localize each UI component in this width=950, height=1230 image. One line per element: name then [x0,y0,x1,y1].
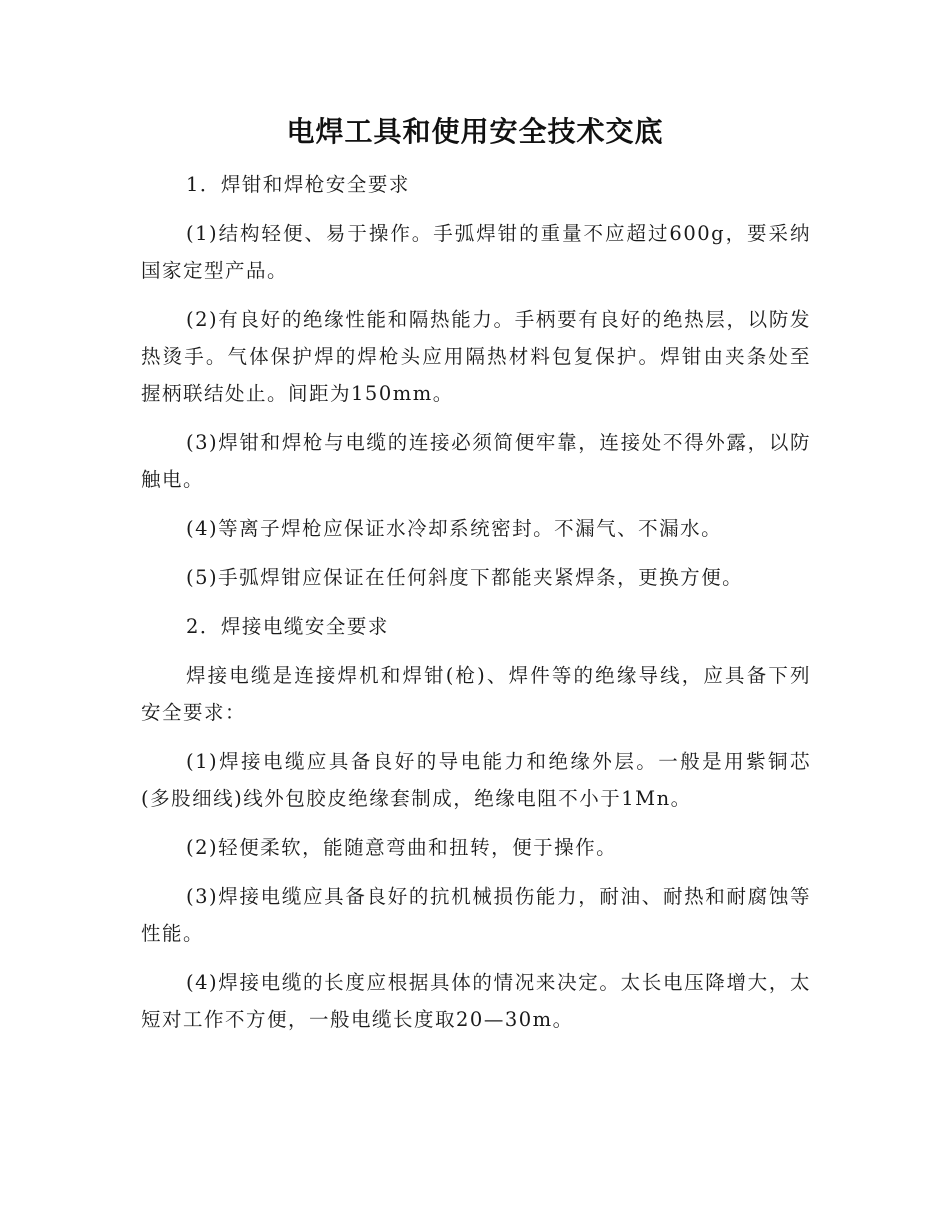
paragraph: (2)有良好的绝缘性能和隔热能力。手柄要有良好的绝热层，以防发热烫手。气体保护焊的焊枪头应用隔热材料包复保护。焊钳由夹条处至握柄联结处止。间距为150mm。 [141,308,811,405]
paragraph: (1)焊接电缆应具备良好的导电能力和绝缘外层。一般是用紫铜芯(多股细线)线外包胶皮绝缘套制成，绝缘电阻不小于1Mn。 [141,750,811,810]
document-title: 电焊工具和使用安全技术交底 [286,115,664,148]
section-heading-1: 1．焊钳和焊枪安全要求 [186,173,410,196]
paragraph: (5)手弧焊钳应保证在任何斜度下都能夹紧焊条，更换方便。 [186,566,744,589]
paragraph: (4)焊接电缆的长度应根据具体的情况来决定。太长电压降增大，太短对工作不方便，一般电缆长度取20—30m。 [141,971,811,1031]
paragraph: 焊接电缆是连接焊机和焊钳(枪)、焊件等的绝缘导线，应具备下列安全要求： [141,664,811,724]
paragraph: (1)结构轻便、易于操作。手弧焊钳的重量不应超过600g，要采纳国家定型产品。 [141,222,811,282]
paragraph: (3)焊接电缆应具备良好的抗机械损伤能力，耐油、耐热和耐腐蚀等性能。 [141,885,811,945]
paragraph: (4)等离子焊枪应保证水冷却系统密封。不漏气、不漏水。 [186,517,723,540]
section-heading-2: 2．焊接电缆安全要求 [186,615,389,638]
paragraph: (3)焊钳和焊枪与电缆的连接必须简便牢靠，连接处不得外露，以防触电。 [141,431,811,491]
paragraph: (2)轻便柔软，能随意弯曲和扭转，便于操作。 [186,836,618,859]
document-body [141,166,811,1050]
